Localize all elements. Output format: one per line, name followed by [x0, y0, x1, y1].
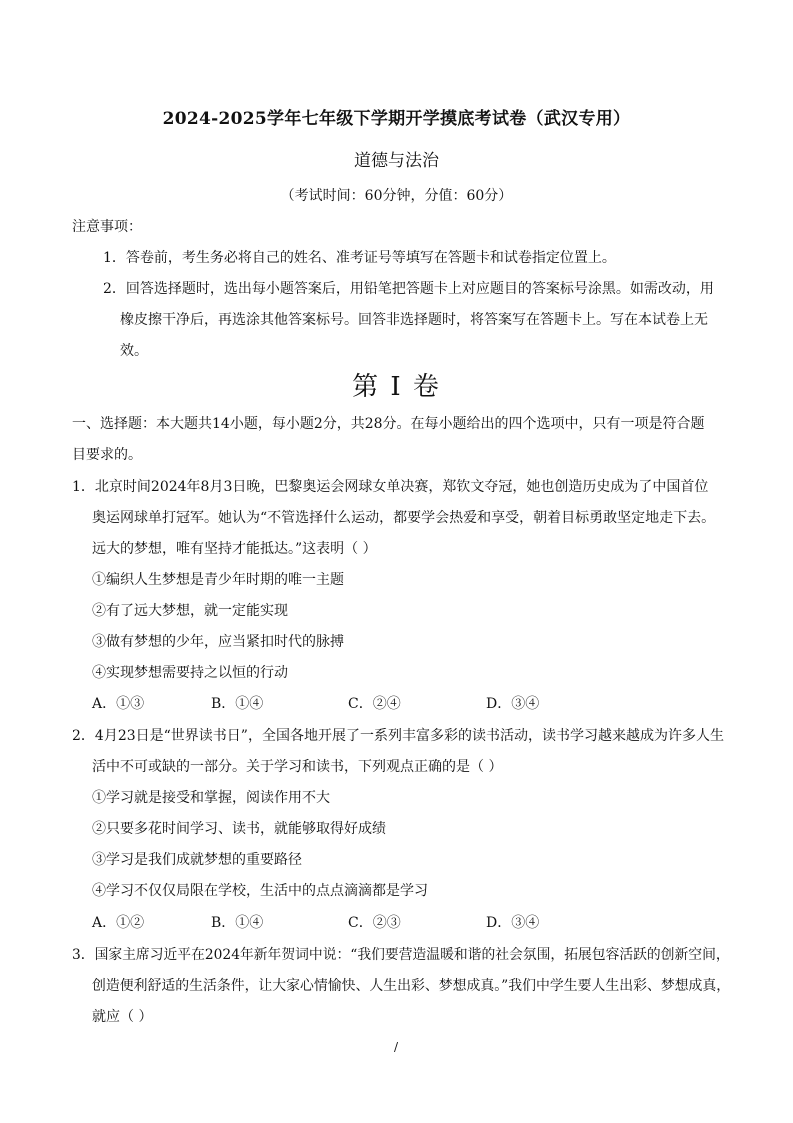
question-1-line-3: 远大的梦想，唯有坚持才能抵达。”这表明（ ） — [92, 541, 377, 557]
question-1-statement-2: ②有了远大梦想，就一定能实现 — [92, 603, 288, 619]
question-1-option-d: D．③④ — [486, 696, 540, 712]
question-1-line-2: 奥运网球单打冠军。她认为“不管选择什么运动，都要学会热爱和享受，朝着目标勇敢坚定地走下去。 — [92, 510, 716, 526]
question-2-option-b: B．①④ — [211, 915, 264, 931]
question-3-line-2: 创造便利舒适的生活条件，让大家心情愉快、人生出彩、梦想成真。”我们中学生要人生出彩、梦想成真， — [92, 978, 731, 994]
section-intro-line-1: 一、选择题：本大题共14小题，每小题2分，共28分。在每小题给出的四个选项中，只有一项是符合题 — [72, 416, 705, 432]
section-title: 第 I 卷 — [352, 372, 441, 402]
question-1-statement-4: ④实现梦想需要持之以恒的行动 — [92, 665, 288, 681]
note-item-2-line-2: 橡皮擦干净后，再选涂其他答案标号。回答非选择题时，将答案写在答题卡上。写在本试卷上无 — [120, 312, 708, 328]
note-item-2-line-1: 2．回答选择题时，选出每小题答案后，用铅笔把答题卡上对应题目的答案标号涂黑。如需改动，用 — [103, 281, 714, 297]
question-2-option-c: C．②③ — [348, 915, 401, 931]
question-1-line-1: 1．北京时间2024年8月3日晚，巴黎奥运会网球女单决赛，郑钦文夺冠，她也创造历史成为了中国首位 — [72, 479, 709, 495]
question-2-option-d: D．③④ — [486, 915, 540, 931]
question-2-options — [92, 914, 692, 932]
question-2-statement-4: ④学习不仅仅局限在学校，生活中的点点滴滴都是学习 — [92, 883, 428, 899]
question-3-line-1: 3．国家主席习近平在2024年新年贺词中说：“我们要营造温暖和谐的社会氛围，拓展包容活跃的创新空间， — [72, 947, 730, 963]
question-1-option-b: B．①④ — [211, 696, 264, 712]
question-2-statement-3: ③学习是我们成就梦想的重要路径 — [92, 852, 302, 868]
question-1-options — [92, 695, 692, 713]
question-1-statement-1: ①编织人生梦想是青少年时期的唯一主题 — [92, 572, 344, 588]
notes-heading: 注意事项： — [72, 219, 142, 235]
page-footer-mark: / — [394, 1040, 399, 1054]
question-2-statement-1: ①学习就是接受和掌握，阅读作用不大 — [92, 790, 330, 806]
question-1-statement-3: ③做有梦想的少年，应当紧扣时代的脉搏 — [92, 634, 344, 650]
question-3-line-3: 就应（ ） — [92, 1009, 153, 1025]
subject-title: 道德与法治 — [354, 151, 439, 171]
note-item-2-line-3: 效。 — [120, 343, 148, 359]
question-1-option-c: C．②④ — [348, 696, 401, 712]
exam-title: 2024-2025学年七年级下学期开学摸底考试卷（武汉专用） — [162, 109, 631, 129]
exam-time-score: （考试时间：60分钟，分值：60分） — [280, 188, 513, 204]
question-2-line-2: 活中不可或缺的一部分。关于学习和读书，下列观点正确的是（ ） — [92, 759, 503, 775]
section-intro-line-2: 目要求的。 — [72, 447, 142, 463]
question-2-statement-2: ②只要多花时间学习、读书，就能够取得好成绩 — [92, 821, 386, 837]
note-item-1: 1．答卷前，考生务必将自己的姓名、准考证号等填写在答题卡和试卷指定位置上。 — [103, 250, 616, 266]
question-2-line-1: 2．4月23日是“世界读书日”，全国各地开展了一系列丰富多彩的读书活动，读书学习越来越成为许多人生 — [72, 728, 724, 744]
question-2-option-a: A．①② — [92, 915, 145, 931]
question-1-option-a: A．①③ — [92, 696, 145, 712]
